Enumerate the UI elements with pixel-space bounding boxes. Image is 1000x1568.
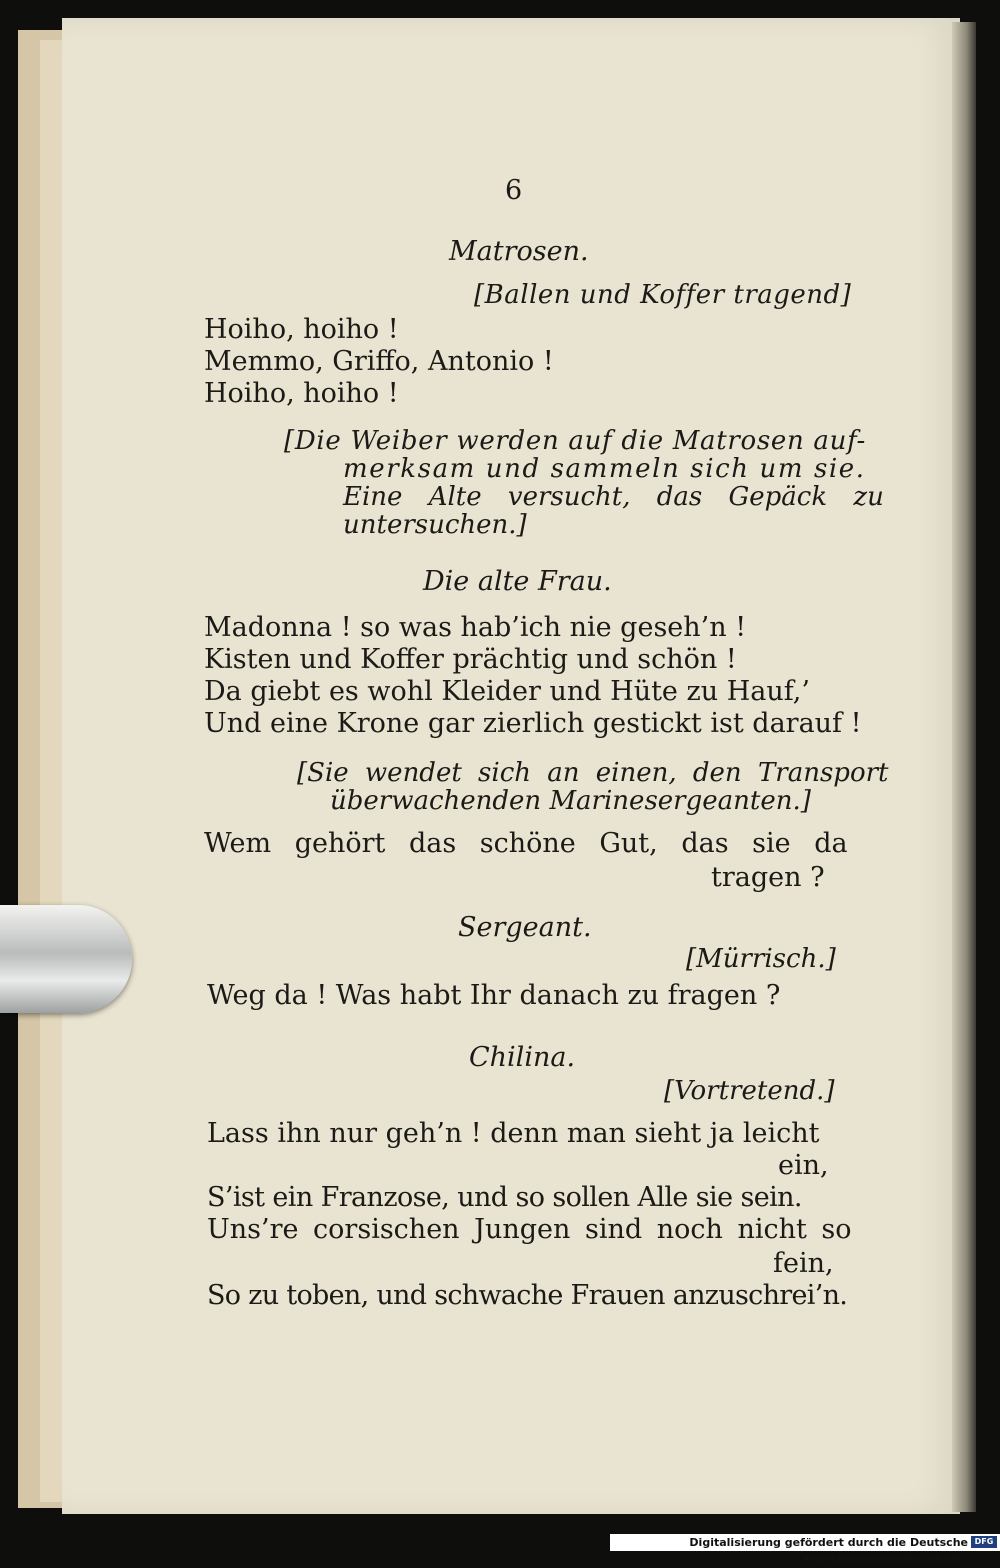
stage-direction-line: merksam und sammeln sich um sie. (343, 454, 866, 484)
verse-line: Da giebt es wohl Kleider und Hüte zu Hauf,’ (204, 676, 810, 707)
stage-direction-line: untersuchen.] (343, 510, 527, 540)
verse-line: Madonna ! so was hab’ich nie geseh’n ! (204, 612, 747, 643)
speaker-alte-frau: Die alte Frau. (423, 566, 612, 597)
verse-line: Kisten und Koffer prächtig und schön ! (204, 644, 737, 675)
stage-direction-muerrisch: [Mürrisch.] (686, 944, 836, 974)
dfg-logo-icon: DFG (971, 1536, 997, 1548)
verse-line: Weg da ! Was habt Ihr danach zu fragen ? (207, 980, 781, 1011)
funding-footer (610, 1534, 1000, 1566)
speaker-matrosen: Matrosen. (449, 236, 589, 267)
verse-line: So zu toben, und schwache Frauen anzuschrei’n. (207, 1280, 848, 1311)
stage-direction-vortretend: [Vortretend.] (664, 1076, 835, 1106)
verse-line: Wem gehört das schöne Gut, das sie da (204, 828, 848, 859)
verse-line: Hoiho, hoiho ! (204, 314, 399, 345)
verse-line-continuation: ein, (778, 1150, 829, 1181)
speaker-sergeant: Sergeant. (458, 912, 592, 943)
page-edge-shadow (952, 22, 976, 1512)
verse-line: Hoiho, hoiho ! (204, 378, 399, 409)
verse-line: Uns’re corsischen Jungen sind noch nicht so (207, 1214, 852, 1245)
plastic-clip (0, 905, 132, 1013)
verse-line: Und eine Krone gar zierlich gestickt ist darauf ! (204, 708, 862, 739)
stage-direction-line: [Die Weiber werden auf die Matrosen auf- (284, 426, 866, 456)
verse-line: Lass ihn nur geh’n ! denn man sieht ja leicht (207, 1118, 820, 1149)
verse-line-continuation: tragen ? (711, 862, 825, 893)
stage-direction-ballen: [Ballen und Koffer tragend] (474, 280, 852, 310)
page-number: 6 (505, 175, 523, 206)
verse-line: Memmo, Griffo, Antonio ! (204, 346, 554, 377)
verse-line-continuation: fein, (773, 1248, 834, 1279)
stage-direction-line: Eine Alte versucht, das Gepäck zu (343, 482, 884, 512)
verse-line: S’ist ein Franzose, und so sollen Alle sie sein. (207, 1182, 802, 1213)
stage-direction-line: überwachenden Marinesergeanten.] (330, 786, 811, 816)
stage-direction-line: [Sie wendet sich an einen, den Transport (297, 758, 889, 788)
footer-text: Digitalisierung gefördert durch die Deutsche Forschungsgemeinschaft - (689, 1536, 968, 1566)
speaker-chilina: Chilina. (469, 1042, 576, 1073)
